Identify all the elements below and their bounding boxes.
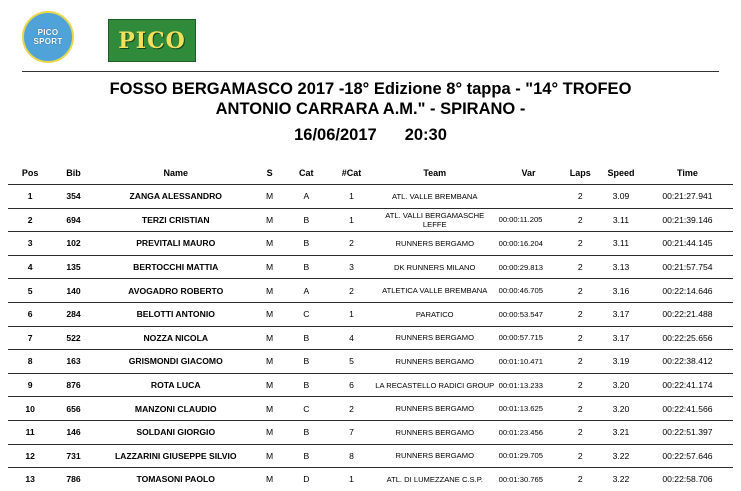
cell-laps: 2 xyxy=(577,238,583,249)
cell-name: ZANGA ALESSANDRO xyxy=(129,191,222,202)
cell-bib: 102 xyxy=(66,238,81,249)
cell-cat: C xyxy=(303,403,310,414)
cell-name: GRISMONDI GIACOMO xyxy=(128,356,223,367)
cell-bib: 694 xyxy=(66,214,81,225)
cell-var: 00:00:57.715 xyxy=(498,333,543,343)
cell-speed: 3.17 xyxy=(612,332,630,343)
cell-s: M xyxy=(265,332,274,343)
table-row xyxy=(8,326,733,350)
cell-time: 00:22:25.656 xyxy=(662,332,713,343)
cell-s: M xyxy=(265,403,274,414)
cell-team: RUNNERS BERGAMO xyxy=(395,333,474,343)
table-row xyxy=(8,350,733,374)
cell-var: 00:00:16.204 xyxy=(498,238,543,248)
table-row xyxy=(8,279,733,303)
column-header-bib: Bib xyxy=(66,168,81,178)
cell-var: 00:00:29.813 xyxy=(498,262,543,272)
cell-s: M xyxy=(265,356,274,367)
cell-var: 00:00:11.205 xyxy=(498,215,543,225)
cell-team: DK RUNNERS MILANO xyxy=(394,262,476,272)
cell-laps: 2 xyxy=(577,403,583,414)
table-row xyxy=(8,397,733,421)
column-header-time: Time xyxy=(677,168,698,178)
column-header-s: S xyxy=(266,168,273,178)
pico-sport-logo xyxy=(22,11,74,63)
cell-ncat: 1 xyxy=(349,191,354,202)
cell-pos: 7 xyxy=(27,332,33,343)
cell-time: 00:21:44.145 xyxy=(662,238,713,249)
cell-ncat: 1 xyxy=(349,214,354,225)
cell-time: 00:22:14.646 xyxy=(662,285,713,296)
cell-time: 00:22:58.706 xyxy=(662,474,713,485)
cell-bib: 146 xyxy=(66,427,81,438)
cell-team: ATL. VALLI BERGAMASCHE LEFFE xyxy=(385,210,485,229)
cell-laps: 2 xyxy=(577,191,583,202)
cell-speed: 3.16 xyxy=(612,285,630,296)
cell-laps: 2 xyxy=(577,285,583,296)
cell-s: M xyxy=(265,427,274,438)
cell-laps: 2 xyxy=(577,356,583,367)
cell-s: M xyxy=(265,191,274,202)
pico-logo xyxy=(108,19,196,62)
cell-name: TOMASONI PAOLO xyxy=(136,474,215,485)
cell-bib: 731 xyxy=(66,450,81,461)
cell-bib: 786 xyxy=(66,474,81,485)
cell-pos: 13 xyxy=(25,474,35,485)
cell-var xyxy=(497,185,561,209)
table-row xyxy=(8,208,733,232)
cell-var: 00:00:46.705 xyxy=(498,286,543,296)
cell-var: 00:01:13.625 xyxy=(498,404,543,414)
cell-var: 00:01:29.705 xyxy=(498,451,543,461)
cell-pos: 1 xyxy=(27,191,33,202)
cell-bib: 284 xyxy=(66,309,81,320)
cell-speed: 3.22 xyxy=(612,450,630,461)
event-datetime xyxy=(0,126,741,145)
cell-ncat: 8 xyxy=(349,450,354,461)
cell-time: 00:22:21.488 xyxy=(662,309,713,320)
cell-speed: 3.20 xyxy=(612,380,630,391)
cell-ncat: 5 xyxy=(349,356,354,367)
cell-var: 00:01:10.471 xyxy=(498,356,543,366)
cell-cat: A xyxy=(303,285,310,296)
page-title xyxy=(0,79,741,119)
table-header-row xyxy=(8,162,733,185)
cell-s: M xyxy=(265,474,274,485)
cell-pos: 11 xyxy=(25,427,35,438)
cell-laps: 2 xyxy=(577,214,583,225)
cell-speed: 3.17 xyxy=(612,309,630,320)
cell-team: RUNNERS BERGAMO xyxy=(395,427,474,437)
column-header-laps: Laps xyxy=(569,168,591,178)
table-row xyxy=(8,255,733,279)
cell-cat: B xyxy=(303,356,310,367)
cell-pos: 10 xyxy=(25,403,35,414)
cell-team: ATL. VALLE BREMBANA xyxy=(392,191,478,201)
cell-team: ATL. DI LUMEZZANE C.S.P. xyxy=(386,474,483,484)
cell-pos: 5 xyxy=(27,285,33,296)
cell-var: 00:01:30.765 xyxy=(498,474,543,484)
cell-cat: D xyxy=(303,474,310,485)
event-date: 16/06/2017 xyxy=(294,126,377,144)
cell-speed: 3.11 xyxy=(612,238,629,249)
table-body xyxy=(8,185,733,491)
column-header-pos: Pos xyxy=(21,168,39,178)
cell-bib: 876 xyxy=(66,380,81,391)
column-header-speed: Speed xyxy=(607,168,635,178)
cell-var: 00:00:53.547 xyxy=(498,309,543,319)
cell-pos: 3 xyxy=(27,238,33,249)
cell-laps: 2 xyxy=(577,380,583,391)
cell-ncat: 6 xyxy=(349,380,354,391)
cell-speed: 3.20 xyxy=(612,403,630,414)
cell-name: ROTA LUCA xyxy=(150,380,201,391)
cell-ncat: 2 xyxy=(349,285,354,296)
cell-time: 00:22:41.566 xyxy=(662,403,713,414)
cell-team: LA RECASTELLO RADICI GROUP xyxy=(375,380,495,390)
cell-pos: 9 xyxy=(27,380,33,391)
cell-pos: 6 xyxy=(27,309,33,320)
cell-time: 00:22:41.174 xyxy=(662,380,713,391)
cell-s: M xyxy=(265,450,274,461)
cell-ncat: 1 xyxy=(349,474,354,485)
table-row xyxy=(8,302,733,326)
cell-team: RUNNERS BERGAMO xyxy=(395,356,474,366)
cell-pos: 12 xyxy=(25,450,35,461)
cell-var: 00:01:13.233 xyxy=(498,380,543,390)
cell-bib: 140 xyxy=(66,285,81,296)
cell-cat: B xyxy=(303,332,310,343)
cell-bib: 163 xyxy=(66,356,81,367)
cell-bib: 354 xyxy=(66,191,81,202)
results-table xyxy=(8,162,733,491)
column-header-team: Team xyxy=(423,168,447,178)
cell-cat: A xyxy=(303,191,310,202)
cell-name: LAZZARINI GIUSEPPE SILVIO xyxy=(114,450,237,461)
cell-laps: 2 xyxy=(577,309,583,320)
table-row xyxy=(8,468,733,491)
cell-name: BERTOCCHI MATTIA xyxy=(133,262,219,273)
cell-cat: B xyxy=(303,214,310,225)
cell-pos: 8 xyxy=(27,356,33,367)
cell-name: AVOGADRO ROBERTO xyxy=(128,285,224,296)
cell-speed: 3.21 xyxy=(612,427,630,438)
cell-s: M xyxy=(265,285,274,296)
cell-ncat: 4 xyxy=(349,332,354,343)
table-row xyxy=(8,420,733,444)
cell-cat: B xyxy=(303,427,310,438)
cell-team: RUNNERS BERGAMO xyxy=(395,238,474,248)
cell-speed: 3.09 xyxy=(612,191,630,202)
cell-ncat: 2 xyxy=(349,403,354,414)
cell-bib: 135 xyxy=(66,262,81,273)
cell-time: 00:21:39.146 xyxy=(662,214,713,225)
cell-ncat: 7 xyxy=(349,427,354,438)
cell-cat: B xyxy=(303,238,310,249)
cell-cat: B xyxy=(303,380,310,391)
cell-laps: 2 xyxy=(577,450,583,461)
cell-s: M xyxy=(265,262,274,273)
event-time: 20:30 xyxy=(404,126,447,144)
cell-bib: 656 xyxy=(66,403,81,414)
pico-logo-text: PICO xyxy=(118,27,186,54)
cell-speed: 3.19 xyxy=(612,356,630,367)
cell-team: PARATICO xyxy=(415,309,454,319)
cell-laps: 2 xyxy=(577,332,583,343)
cell-time: 00:21:27.941 xyxy=(662,191,713,202)
cell-pos: 4 xyxy=(27,262,33,273)
cell-name: TERZI CRISTIAN xyxy=(141,214,210,225)
column-header-cat: #Cat xyxy=(341,168,362,178)
cell-pos: 2 xyxy=(27,214,33,225)
logo-text-bottom: SPORT xyxy=(33,37,63,46)
column-header-cat: Cat xyxy=(299,168,314,178)
cell-speed: 3.22 xyxy=(612,474,630,485)
cell-name: SOLDANI GIORGIO xyxy=(136,427,216,438)
cell-team: RUNNERS BERGAMO xyxy=(395,451,474,461)
cell-team: RUNNERS BERGAMO xyxy=(395,404,474,414)
table-row xyxy=(8,444,733,468)
header-divider xyxy=(22,71,719,72)
cell-cat: C xyxy=(303,309,310,320)
cell-time: 00:22:57.646 xyxy=(662,450,713,461)
cell-laps: 2 xyxy=(577,262,583,273)
cell-time: 00:21:57.754 xyxy=(662,262,713,273)
cell-s: M xyxy=(265,214,274,225)
column-header-name: Name xyxy=(163,168,188,178)
cell-time: 00:22:38.412 xyxy=(662,356,713,367)
table-row xyxy=(8,232,733,256)
cell-ncat: 3 xyxy=(349,262,354,273)
cell-cat: B xyxy=(303,262,310,273)
cell-ncat: 1 xyxy=(349,309,354,320)
cell-time: 00:22:51.397 xyxy=(662,427,713,438)
title-line-2: ANTONIO CARRARA A.M." - SPIRANO - xyxy=(215,100,526,118)
cell-laps: 2 xyxy=(577,427,583,438)
table-row xyxy=(8,185,733,209)
cell-laps: 2 xyxy=(577,474,583,485)
cell-cat: B xyxy=(303,450,310,461)
table-row xyxy=(8,373,733,397)
cell-s: M xyxy=(265,380,274,391)
cell-bib: 522 xyxy=(66,332,81,343)
cell-speed: 3.13 xyxy=(612,262,630,273)
column-header-var: Var xyxy=(521,168,536,178)
cell-s: M xyxy=(265,309,274,320)
cell-ncat: 2 xyxy=(349,238,354,249)
cell-name: NOZZA NICOLA xyxy=(143,332,209,343)
cell-name: MANZONI CLAUDIO xyxy=(134,403,217,414)
cell-name: PREVITALI MAURO xyxy=(136,238,216,249)
title-line-1: FOSSO BERGAMASCO 2017 -18° Edizione 8° tappa - "14° TROFEO xyxy=(109,80,632,98)
cell-team: ATLETICA VALLE BREMBANA xyxy=(382,286,488,296)
logo-text-top: PICO xyxy=(37,28,59,37)
cell-speed: 3.11 xyxy=(612,214,629,225)
cell-name: BELOTTI ANTONIO xyxy=(136,309,215,320)
cell-var: 00:01:23.456 xyxy=(498,427,543,437)
cell-s: M xyxy=(265,238,274,249)
